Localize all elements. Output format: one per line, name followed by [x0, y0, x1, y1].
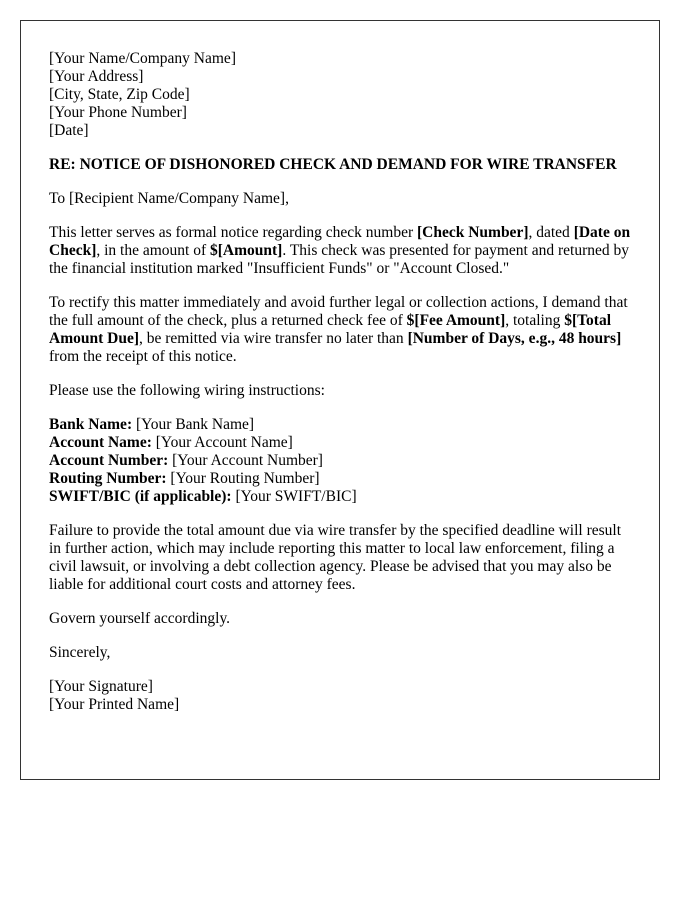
subject-line: RE: NOTICE OF DISHONORED CHECK AND DEMAND FOR WIRE TRANSFER	[49, 156, 617, 173]
wiring-bank-name	[49, 416, 631, 434]
sender-address: [Your Address]	[49, 68, 144, 85]
text: . This check was presented for payment and returned by the financial institution marked "Insufficient Funds" or "Account Closed."	[49, 242, 629, 277]
sender-block	[49, 50, 631, 140]
paragraph-demand	[49, 294, 631, 366]
check-date-placeholder: [Date on Check]	[49, 224, 631, 259]
letter-document	[20, 20, 660, 780]
signoff: Sincerely,	[49, 644, 111, 661]
fee-amount-placeholder: $[Fee Amount]	[406, 312, 506, 329]
field-label: Account Name:	[49, 434, 152, 451]
sender-phone: [Your Phone Number]	[49, 104, 187, 121]
field-value: [Your SWIFT/BIC]	[231, 488, 357, 505]
field-value: [Your Account Name]	[151, 434, 293, 451]
paragraph-consequences: Failure to provide the total amount due via wire transfer by the specified deadline will result in further action, which may include reporting this matter to local law enforcement, filing a civil lawsuit, or involving a debt collection agency. Please be advised that you may also be liable for additional court costs and attorney fees.	[49, 522, 622, 593]
field-label: Bank Name:	[49, 416, 133, 433]
signature: [Your Signature]	[49, 678, 153, 695]
total-amount-placeholder: $[Total Amount Due]	[49, 312, 612, 347]
text: , dated	[528, 224, 574, 241]
paragraph-notice	[49, 224, 631, 278]
closing-line: Govern yourself accordingly.	[49, 610, 231, 627]
field-value: [Your Account Number]	[168, 452, 323, 469]
field-label: Routing Number:	[49, 470, 167, 487]
field-value: [Your Bank Name]	[132, 416, 255, 433]
text: , totaling	[505, 312, 565, 329]
wiring-account-number	[49, 452, 631, 470]
wiring-instructions	[49, 416, 631, 506]
wiring-swift-bic	[49, 488, 631, 506]
printed-name: [Your Printed Name]	[49, 696, 180, 713]
letter-date: [Date]	[49, 122, 89, 139]
amount-placeholder: $[Amount]	[210, 242, 283, 259]
signature-block	[49, 678, 631, 714]
check-number-placeholder: [Check Number]	[416, 224, 529, 241]
wiring-routing-number	[49, 470, 631, 488]
deadline-placeholder: [Number of Days, e.g., 48 hours]	[407, 330, 622, 347]
field-value: [Your Routing Number]	[166, 470, 320, 487]
wiring-account-name	[49, 434, 631, 452]
wiring-intro: Please use the following wiring instructions:	[49, 382, 325, 399]
text: , be remitted via wire transfer no later than	[139, 330, 408, 347]
text: , in the amount of	[96, 242, 211, 259]
text: This letter serves as formal notice regarding check number	[49, 224, 417, 241]
salutation: To [Recipient Name/Company Name],	[49, 190, 289, 207]
field-label: Account Number:	[49, 452, 169, 469]
field-label: SWIFT/BIC (if applicable):	[49, 488, 232, 505]
sender-city-state-zip: [City, State, Zip Code]	[49, 86, 190, 103]
sender-name: [Your Name/Company Name]	[49, 50, 236, 67]
text: from the receipt of this notice.	[49, 348, 237, 365]
text: To rectify this matter immediately and avoid further legal or collection actions, I demand that the full amount of the check, plus a returned check fee of	[49, 294, 628, 329]
